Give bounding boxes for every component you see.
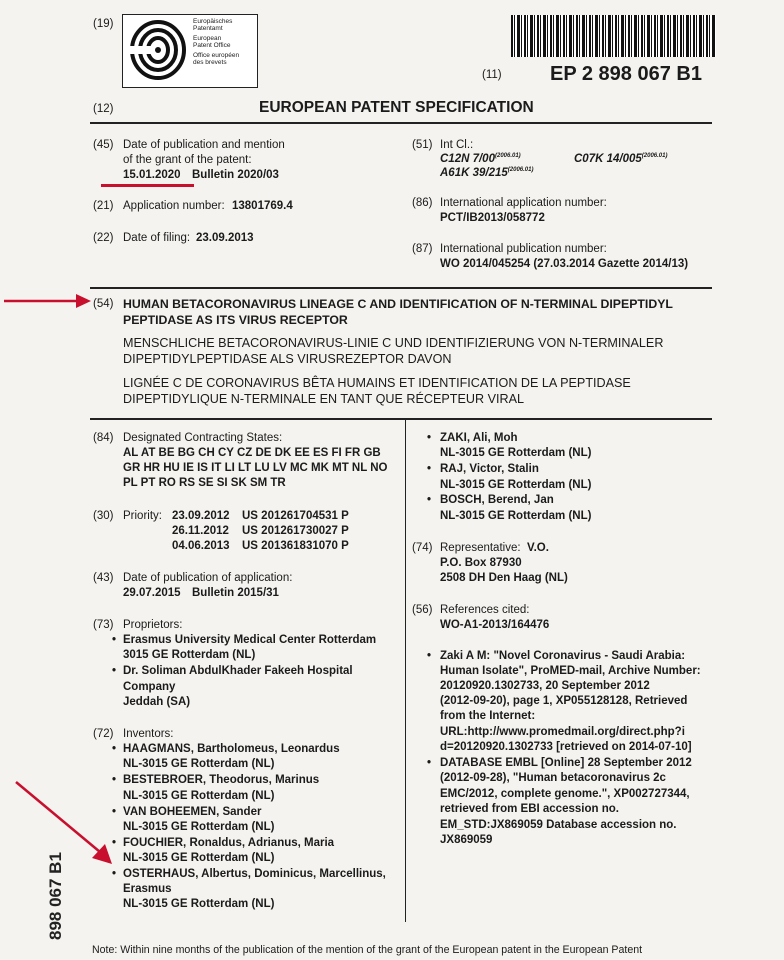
bullet-icon: • <box>112 774 117 786</box>
footer-note: Note: Within nine months of the publication of the mention of the grant of the European patent in the European Patent <box>92 944 643 956</box>
code-11: (11) <box>482 69 502 81</box>
red-arrow-icon <box>0 293 92 309</box>
class-3: A61K $39/215^{(2006.01)}$ <box>440 167 534 179</box>
reference-line: 20120920.1302733, 20 September 2012 <box>440 680 650 692</box>
reference-line: Human Isolate", ProMED-mail, Archive Number: <box>440 665 701 677</box>
code-72: (72) <box>93 728 114 740</box>
representative-label: Representative: <box>440 542 521 554</box>
contracting-states-line: PL PT RO RS SE SI SK SM TR <box>123 477 286 489</box>
code-73: (73) <box>93 619 114 631</box>
reference-line: EM_STD:JX869059 Database accession no. <box>440 819 677 831</box>
barcode <box>511 15 716 57</box>
reference-line: DATABASE EMBL [Online] 28 September 2012 <box>440 757 692 769</box>
code-86: (86) <box>412 197 433 209</box>
column-divider <box>405 419 406 922</box>
filing-date: 23.09.2013 <box>196 232 254 244</box>
sidebar-patent-number: 898 067 B1 <box>46 852 65 940</box>
priority-date: 26.11.2012 <box>172 525 229 537</box>
inventor-name: BESTEBROER, Theodorus, Marinus <box>123 774 320 786</box>
code-21: (21) <box>93 200 114 212</box>
references-label: References cited: <box>440 604 530 616</box>
intl-publication-label: International publication number: <box>440 243 607 255</box>
inventors-label: Inventors: <box>123 728 174 740</box>
title-fr-1: LIGNÉE C DE CORONAVIRUS BÊTA HUMAINS ET IDENTIFICATION DE LA PEPTIDASE <box>123 376 631 390</box>
intl-publication-number: WO 2014/045254 (27.03.2014 Gazette 2014/13) <box>440 258 689 270</box>
grant-label-1: Date of publication and mention <box>123 139 285 151</box>
grant-label-2: of the grant of the patent: <box>123 154 252 166</box>
inventor-name: FOUCHIER, Ronaldus, Adrianus, Maria <box>123 837 335 849</box>
reference-line: Zaki A M: "Novel Coronavirus - Saudi Arabia: <box>440 650 686 662</box>
representative-address: P.O. Box 87930 <box>440 557 522 569</box>
bullet-icon: • <box>427 463 432 475</box>
contracting-states-line: GR HR HU IE IS IT LI LT LU LV MC MK MT NL NO <box>123 462 388 474</box>
priority-date: 04.06.2013 <box>172 540 230 552</box>
inventor-name: RAJ, Victor, Stalin <box>440 463 539 475</box>
bullet-icon: • <box>427 432 432 444</box>
bullet-icon: • <box>112 868 117 880</box>
bullet-icon: • <box>427 650 432 662</box>
inventor-name-cont: Erasmus <box>123 883 172 895</box>
code-74: (74) <box>412 542 433 554</box>
grant-date: 15.01.2020 <box>123 169 181 181</box>
inventor-name: ZAKI, Ali, Moh <box>440 432 518 444</box>
red-underline <box>101 184 194 187</box>
title-en-2: PEPTIDASE AS ITS VIRUS RECEPTOR <box>123 313 348 327</box>
bullet-icon: • <box>112 665 117 677</box>
epo-logo <box>122 14 258 88</box>
code-84: (84) <box>93 432 114 444</box>
inventor-address: NL-3015 GE Rotterdam (NL) <box>123 821 275 833</box>
reference-url: URL:http://www.promedmail.org/direct.php?i <box>440 726 685 738</box>
application-publication-date: 29.07.2015 <box>123 587 181 599</box>
bullet-icon: • <box>427 494 432 506</box>
bullet-icon: • <box>112 837 117 849</box>
divider <box>90 418 712 420</box>
reference-line: (2012-09-28), "Human betacoronavirus 2c <box>440 772 666 784</box>
representative-address: 2508 DH Den Haag (NL) <box>440 572 568 584</box>
reference-line: JX869059 <box>440 834 493 846</box>
code-30: (30) <box>93 510 114 522</box>
reference-line: from the Internet: <box>440 710 536 722</box>
filing-date-label: Date of filing: <box>123 232 191 244</box>
bullet-icon: • <box>112 806 117 818</box>
code-43: (43) <box>93 572 114 584</box>
int-cl-label: Int Cl.: <box>440 139 474 151</box>
priority-date: 23.09.2012 <box>172 510 230 522</box>
contracting-states-label: Designated Contracting States: <box>123 432 283 444</box>
proprietor-address: Jeddah (SA) <box>123 696 191 708</box>
code-87: (87) <box>412 243 433 255</box>
red-arrow-icon <box>12 778 122 868</box>
inventor-name: VAN BOHEEMEN, Sander <box>123 806 262 818</box>
code-12: (12) <box>93 103 114 115</box>
representative-name: V.O. <box>527 542 549 554</box>
inventor-address: NL-3015 GE Rotterdam (NL) <box>440 447 592 459</box>
priority-number: US 201261704531 P <box>242 510 349 522</box>
title-fr-2: DIPEPTIDYLIQUE N-TERMINALE EN TANT QUE RÉCEPTEUR VIRAL <box>123 392 524 406</box>
application-number: 13801769.4 <box>232 200 293 212</box>
bullet-icon: • <box>427 757 432 769</box>
bullet-icon: • <box>112 743 117 755</box>
code-56: (56) <box>412 604 433 616</box>
application-publication-bulletin: Bulletin 2015/31 <box>192 587 279 599</box>
code-51: (51) <box>412 139 433 151</box>
document-title: EUROPEAN PATENT SPECIFICATION <box>259 99 534 116</box>
contracting-states-line: AL AT BE BG CH CY CZ DE DK EE ES FI FR GB <box>123 447 381 459</box>
inventor-address: NL-3015 GE Rotterdam (NL) <box>123 898 275 910</box>
reference-line: d=20120920.1302733 [retrieved on 2014-07-10] <box>440 741 692 753</box>
inventor-name: OSTERHAUS, Albertus, Dominicus, Marcellinus, <box>123 868 386 880</box>
divider <box>90 287 712 289</box>
inventor-address: NL-3015 GE Rotterdam (NL) <box>123 790 275 802</box>
reference-line: (2012-09-20), page 1, XP055128128, Retrieved <box>440 695 688 707</box>
class-1: C12N $7/00^{(2006.01)}$ <box>440 153 521 165</box>
grant-bulletin: Bulletin 2020/03 <box>192 169 279 181</box>
code-19: (19) <box>93 18 114 30</box>
patent-number: EP 2 898 067 B1 <box>550 63 702 85</box>
proprietor-name: Dr. Soliman AbdulKhader Fakeeh Hospital <box>123 665 353 677</box>
application-number-label: Application number: <box>123 200 225 212</box>
divider <box>90 122 712 124</box>
intl-application-label: International application number: <box>440 197 607 209</box>
inventor-address: NL-3015 GE Rotterdam (NL) <box>123 758 275 770</box>
epo-office-names: Europäisches Patentamt European Patent Office Office européen des brevets <box>193 18 240 67</box>
inventor-address: NL-3015 GE Rotterdam (NL) <box>123 852 275 864</box>
epo-emblem-icon <box>127 17 189 83</box>
inventor-address: NL-3015 GE Rotterdam (NL) <box>440 479 592 491</box>
code-45: (45) <box>93 139 114 151</box>
intl-application-number: PCT/IB2013/058772 <box>440 212 545 224</box>
reference-patent: WO-A1-2013/164476 <box>440 619 550 631</box>
inventor-name: HAAGMANS, Bartholomeus, Leonardus <box>123 743 340 755</box>
title-en-1: HUMAN BETACORONAVIRUS LINEAGE C AND IDENTIFICATION OF N-TERMINAL DIPEPTIDYL <box>123 297 673 311</box>
priority-number: US 201261730027 P <box>242 525 349 537</box>
title-de-2: DIPEPTIDYLPEPTIDASE ALS VIRUSREZEPTOR DAVON <box>123 352 452 366</box>
code-54: (54) <box>93 298 114 310</box>
proprietor-name: Erasmus University Medical Center Rotterdam <box>123 634 377 646</box>
priority-number: US 201361831070 P <box>242 540 349 552</box>
application-publication-label: Date of publication of application: <box>123 572 293 584</box>
inventor-address: NL-3015 GE Rotterdam (NL) <box>440 510 592 522</box>
title-de-1: MENSCHLICHE BETACORONAVIRUS-LINIE C UND IDENTIFIZIERUNG VON N-TERMINALER <box>123 336 664 350</box>
proprietors-label: Proprietors: <box>123 619 183 631</box>
inventor-name: BOSCH, Berend, Jan <box>440 494 554 506</box>
proprietor-address: 3015 GE Rotterdam (NL) <box>123 649 256 661</box>
bullet-icon: • <box>112 634 117 646</box>
reference-line: EMC/2012, complete genome.", XP002727344, <box>440 788 690 800</box>
class-2: C07K $14/005^{(2006.01)}$ <box>574 153 668 165</box>
priority-label: Priority: <box>123 510 162 522</box>
code-22: (22) <box>93 232 114 244</box>
proprietor-name-cont: Company <box>123 681 176 693</box>
reference-line: retrieved from EBI accession no. <box>440 803 619 815</box>
